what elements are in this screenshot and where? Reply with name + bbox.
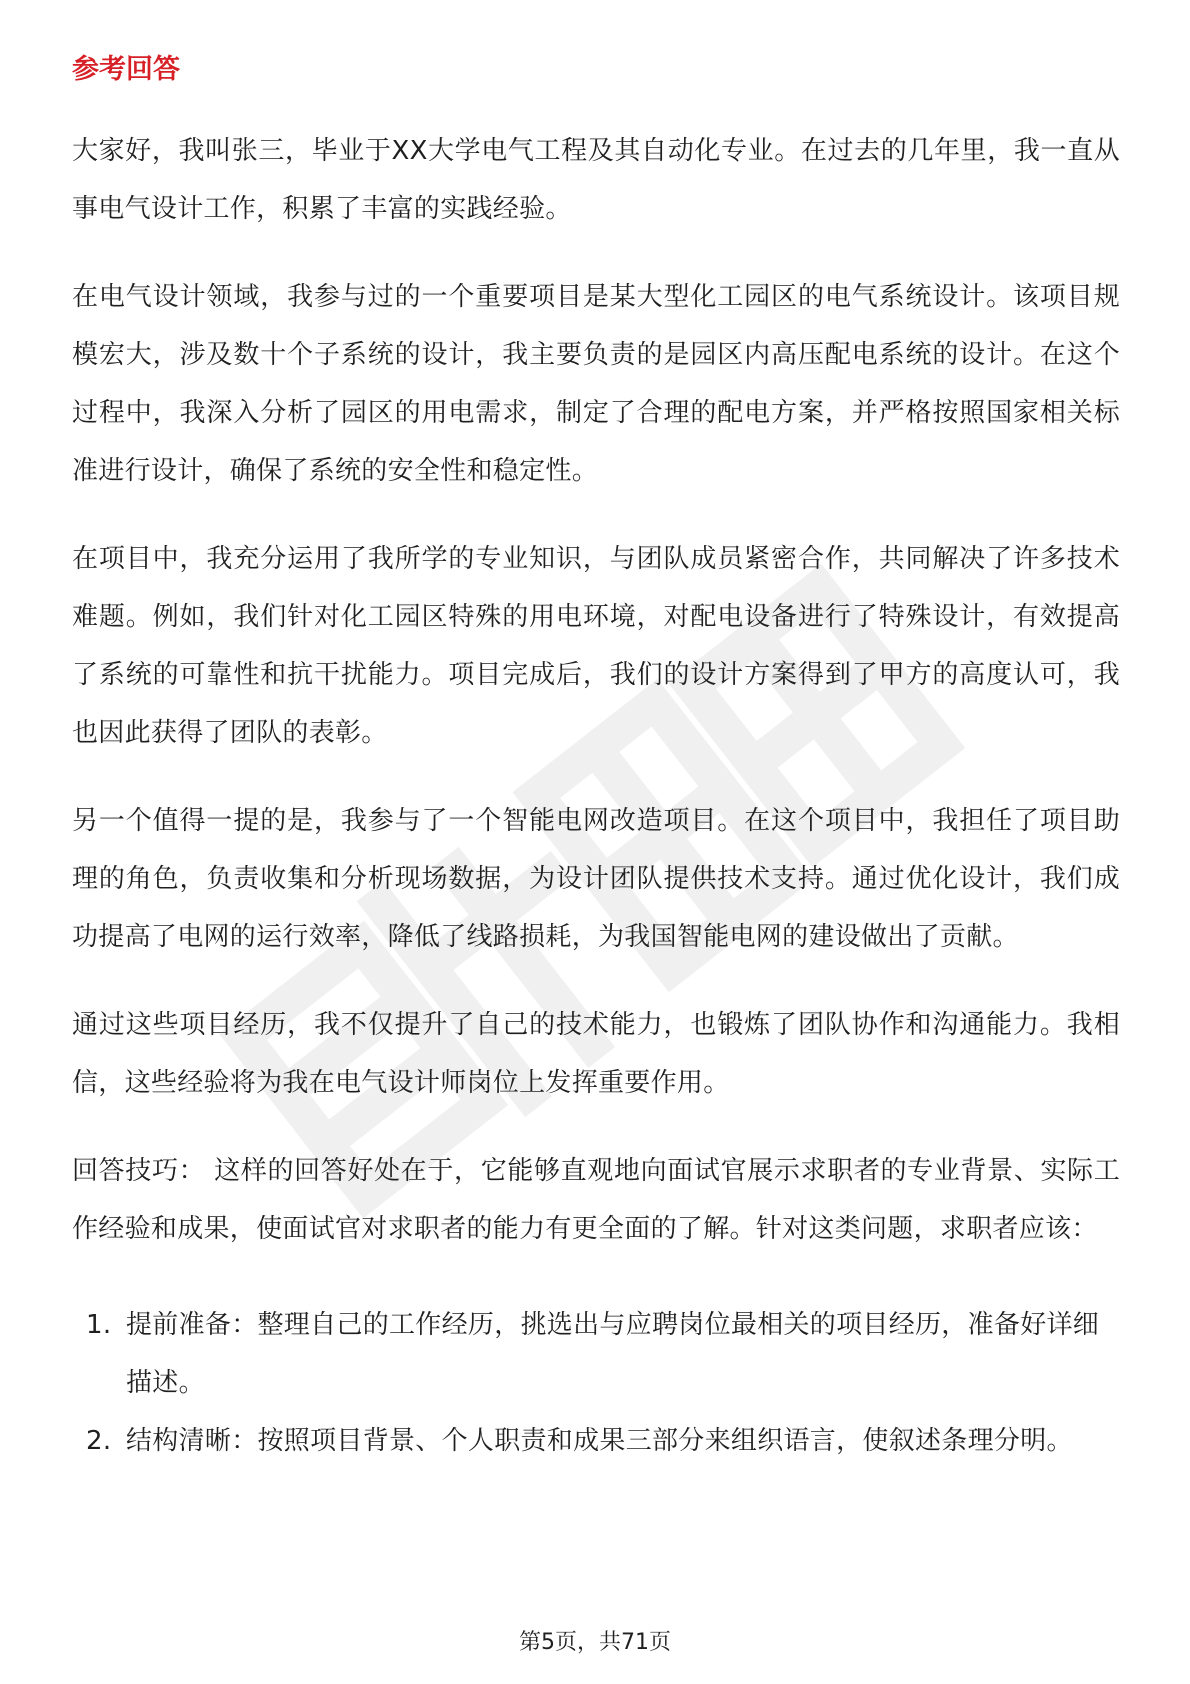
- list-item: [72, 1412, 1120, 1470]
- project-paragraph: 在电气设计领域，我参与过的一个重要项目是某大型化工园区的电气系统设计。该项目规模宏大，涉及数十个子系统的设计，我主要负责的是园区内高压配电系统的设计。在这个过程中，我深入分析了园区的用电需求，制定了合理的配电方案，并严格按照国家相关标准进行设计，确保了系统的安全性和稳定性。: [72, 282, 1120, 486]
- list-item: [72, 1296, 1120, 1412]
- main-content: [72, 52, 1120, 1470]
- smart-grid-paragraph: 另一个值得一提的是，我参与了一个智能电网改造项目。在这个项目中，我担任了项目助理的角色，负责收集和分析现场数据，为设计团队提供技术支持。通过优化设计，我们成功提高了电网的运行效率，降低了线路损耗，为我国智能电网的建设做出了贡献。: [72, 806, 1120, 952]
- intro-paragraph: 大家好，我叫张三，毕业于XX大学电气工程及其自动化专业。在过去的几年里，我一直从事电气设计工作，积累了丰富的实践经验。: [72, 136, 1120, 224]
- list-text: 提前准备：整理自己的工作经历，挑选出与应聘岗位最相关的项目经历，准备好详细描述。: [126, 1310, 1100, 1398]
- list-text: 结构清晰：按照项目背景、个人职责和成果三部分来组织语言，使叙述条理分明。: [126, 1426, 1073, 1456]
- teamwork-paragraph: 在项目中，我充分运用了我所学的专业知识，与团队成员紧密合作，共同解决了许多技术难题。例如，我们针对化工园区特殊的用电环境，对配电设备进行了特殊设计，有效提高了系统的可靠性和抗干扰能力。项目完成后，我们的设计方案得到了甲方的高度认可，我也因此获得了团队的表彰。: [72, 544, 1120, 748]
- summary-paragraph: 通过这些项目经历，我不仅提升了自己的技术能力，也锻炼了团队协作和沟通能力。我相信，这些经验将为我在电气设计师岗位上发挥重要作用。: [72, 1010, 1120, 1098]
- tips-paragraph: 回答技巧： 这样的回答好处在于，它能够直观地向面试官展示求职者的专业背景、实际工作经验和成果，使面试官对求职者的能力有更全面的了解。针对这类问题，求职者应该：: [72, 1156, 1120, 1244]
- tips-list: [72, 1296, 1120, 1470]
- list-number: 1.: [86, 1310, 112, 1340]
- list-number: 2.: [86, 1426, 112, 1456]
- page-footer: 第5页，共71页: [519, 1630, 671, 1655]
- section-title: 参考回答: [72, 54, 180, 85]
